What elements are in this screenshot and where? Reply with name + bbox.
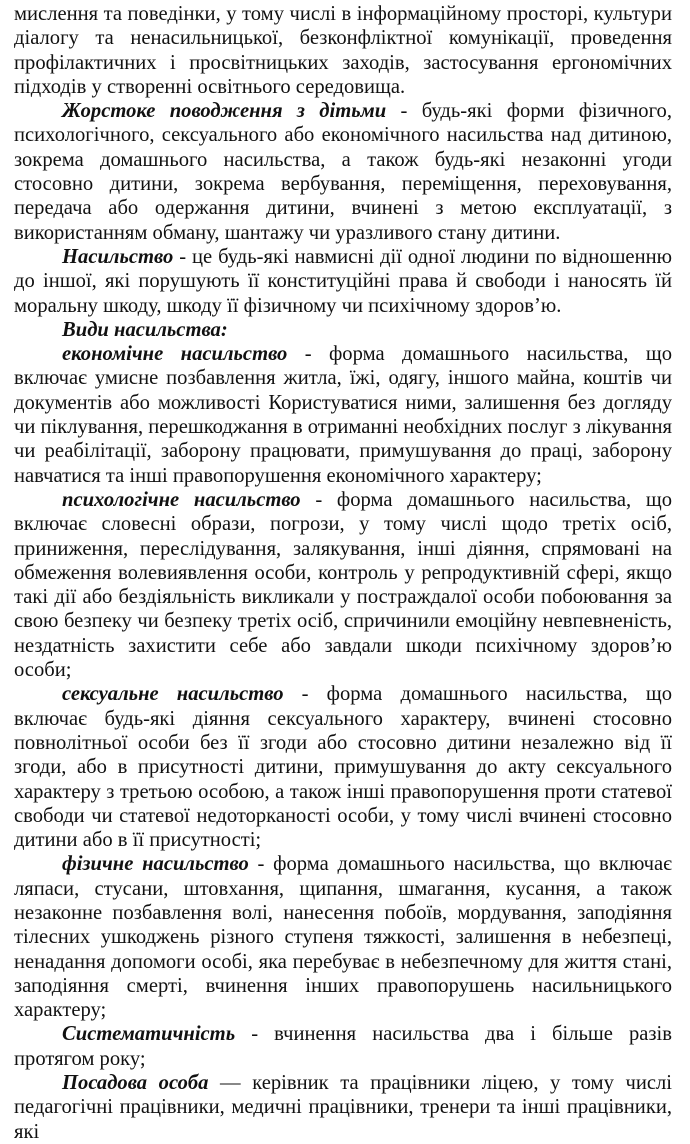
definition-text: - форма домашнього насильства, що включає будь-які діяння сексуального характеру, вчинені стосовно повнолітньої особи без її згоди або стосовно дитини незалежно від її згоди, або в присутності дитини, примушування до акту сексуального характеру з третьою особою, а також інші правопорушення проти статевої свободи чи статевої недоторканості особи, у тому числі вчинені стосовно дитини або в її присутності; [14, 683, 672, 852]
definition-systematicity [14, 1022, 672, 1071]
definition-term: фізичне насильство [62, 853, 249, 876]
definition-economic-violence [14, 342, 672, 488]
definition-text: - це будь-які навмисні дії одної людини по відношенню до іншої, які порушують її конституційні права й свободи і наносять їй моральну шкоду, шкоду її фізичному чи психічному здоров’ю. [14, 245, 672, 317]
definition-violence [14, 245, 672, 318]
definition-child-abuse [14, 99, 672, 245]
definition-official [14, 1071, 672, 1144]
definition-term: економічне насильство [62, 343, 288, 366]
paragraph-intro-continuation [14, 2, 672, 99]
definition-term: Систематичність [62, 1023, 236, 1046]
section-heading-violence-types [14, 318, 672, 342]
definition-term: сексуальне насильство [62, 683, 284, 706]
definition-text: - будь-які форми фізичного, психологічного, сексуального або економічного насильства над дитиною, зокрема домашнього насильства, а також будь-які незаконні угоди стосовно дитини, зокрема вербування, переміщення, переховування, передача або одержання дитини, вчинені з метою експлуатації, з використанням обману, шантажу чи уразливого стану дитини. [14, 100, 672, 244]
definition-text: - форма домашнього насильства, що включає словесні образи, погрози, у тому числі щодо третіх осіб, приниження, переслідування, залякування, інші діяння, спрямовані на обмеження волевиявлення особи, контроль у репродуктивній сфері, якщо такі дії або бездіяльність викликали у постраждалої особи побоювання за свою безпеку чи безпеку третіх осіб, спричинили емоційну невпевненість, нездатність захистити себе або завдали шкоди психічному здоров’ю особи; [14, 488, 672, 682]
definition-text: - вчинення насильства два і більше разів протягом року; [14, 1023, 672, 1070]
definition-term: психологічне насильство [62, 488, 301, 511]
definition-psychological-violence [14, 488, 672, 682]
definition-physical-violence [14, 852, 672, 1022]
section-heading: Види насильства: [62, 318, 228, 341]
definition-term: Насильство [62, 245, 174, 268]
definition-text: - форма домашнього насильства, що включає умисне позбавлення житла, їжі, одягу, іншого майна, коштів чи документів або можливості Користуватися ними, залишення без догляду чи піклування, перешкоджання в отриманні необхідних послуг з лікування чи реабілітації, заборону працювати, примушування до праці, заборону навчатися та інші правопорушення економічного характеру; [14, 343, 672, 487]
definition-term: Посадова особа [62, 1072, 209, 1095]
paragraph-text: мислення та поведінки, у тому числі в інформаційному просторі, культури діалогу та ненасильницької, безконфліктної комунікації, проведення профілактичних і просвітницьких заходів, застосування ергономічних підходів у створенні освітнього середовища. [14, 3, 672, 98]
definition-sexual-violence [14, 682, 672, 852]
definition-text: - форма домашнього насильства, що включає ляпаси, стусани, штовхання, щипання, шмагання, кусання, а також незаконне позбавлення волі, нанесення побоїв, мордування, заподіяння тілесних ушкоджень різного ступеня тяжкості, залишення в небезпеці, ненадання допомоги особі, яка перебуває в небезпечному для життя стані, заподіяння смерті, вчинення інших правопорушень насильницького характеру; [14, 853, 672, 1022]
definition-term: Жорстоке поводження з дітьми [62, 100, 387, 123]
definition-text: — керівник та працівники ліцею, у тому числі педагогічні працівники, медичні працівники, тренери та інші працівники, які [14, 1072, 672, 1143]
